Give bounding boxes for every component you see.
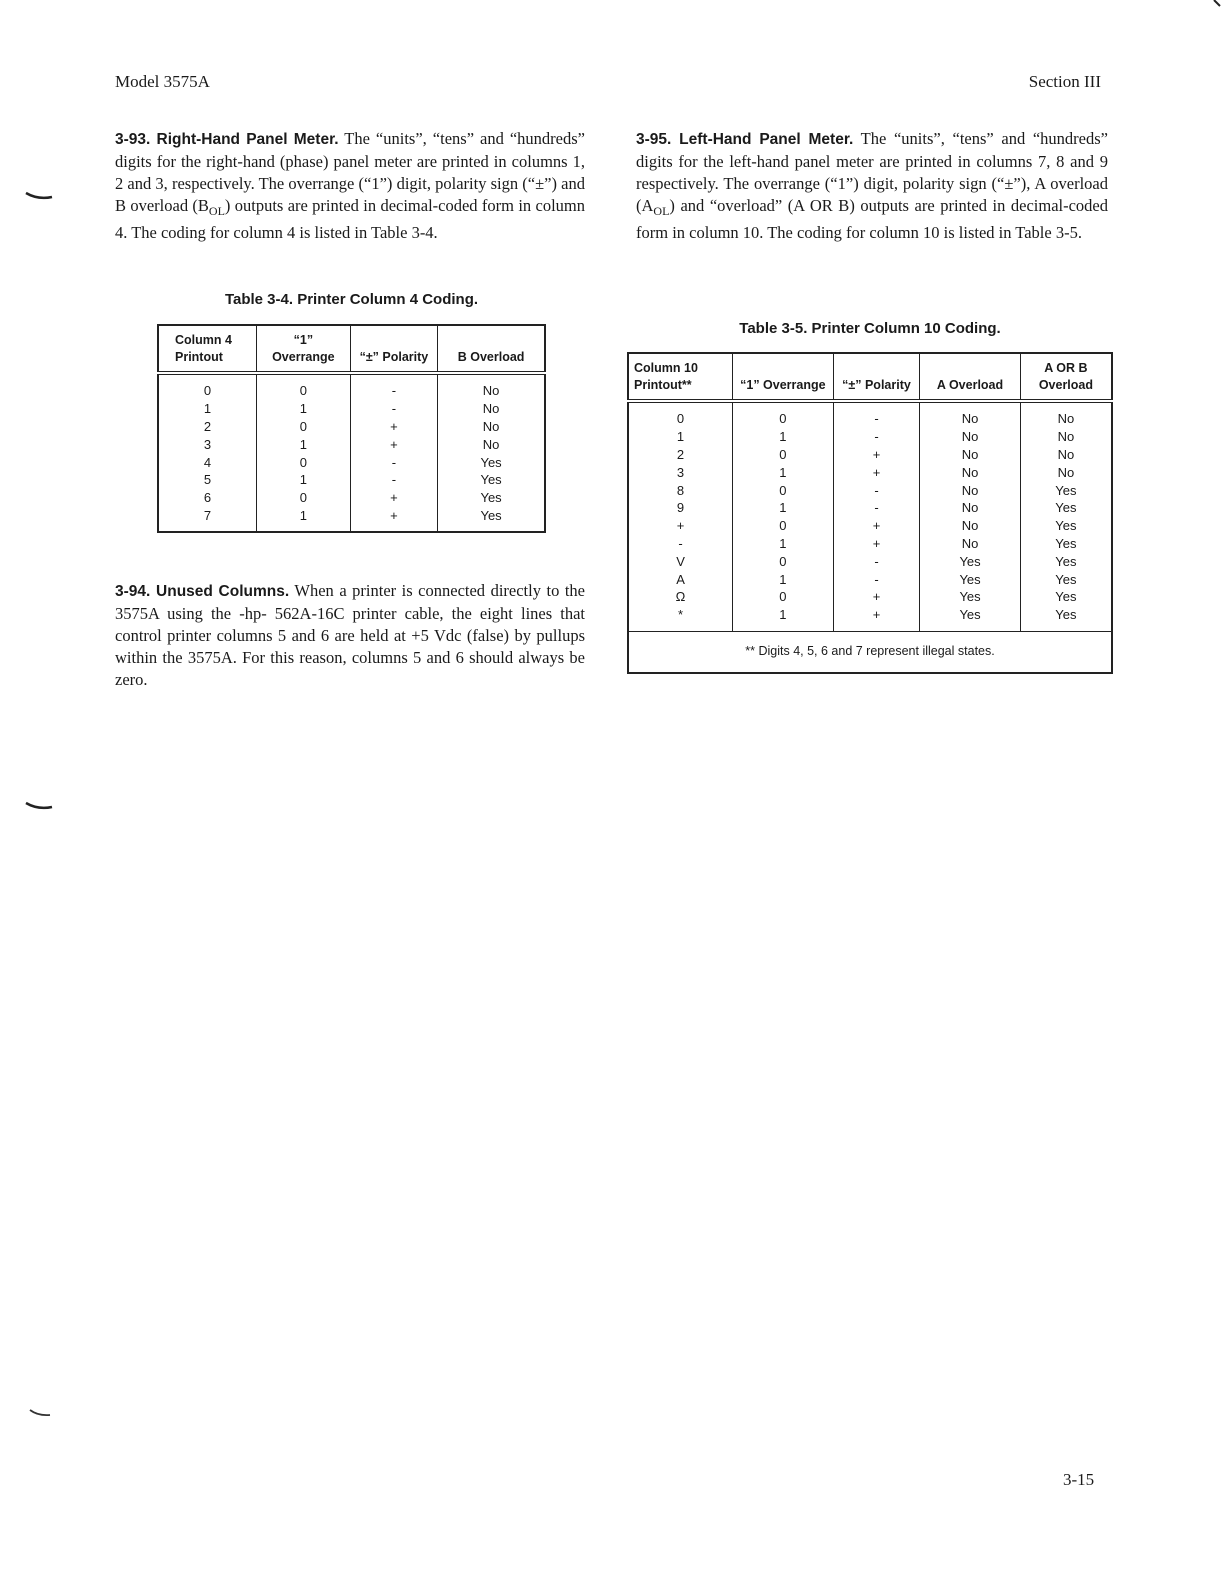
table-cell: Yes (1020, 499, 1112, 517)
table-body (158, 373, 545, 532)
table-row (628, 428, 1112, 446)
table-cell: - (350, 373, 437, 400)
table-3-4-caption: Table 3-4. Printer Column 4 Coding. (224, 291, 479, 308)
table-cell: No (438, 373, 545, 400)
paragraph-lead: 3-95. Left-Hand Panel Meter. (636, 131, 854, 148)
table-row (628, 499, 1112, 517)
table-cell: - (833, 401, 920, 428)
paragraph-text: The “units”, “tens” and “hundreds” digits for the right-hand (phase) panel meter are printed in columns 1, 2 and 3, respectively. The overrange (“1”) digit, polarity sign (“±”) and B overload (B (115, 129, 585, 215)
table-row (158, 400, 545, 418)
table-cell: Yes (438, 489, 545, 507)
table-row (628, 588, 1112, 606)
table-header-row (628, 353, 1112, 401)
column-header: Column 10 Printout** (628, 353, 733, 401)
corner-mark (1210, 0, 1223, 10)
table-cell: 1 (628, 428, 733, 446)
table-cell: - (833, 499, 920, 517)
table-cell: 3 (628, 463, 733, 481)
paragraph-text: ) and “overload” (A OR B) outputs are printed in decimal-coded form in column 10. The coding for column 10 is listed in Table 3-5. (636, 196, 1108, 242)
table-cell: 6 (158, 489, 257, 507)
table-cell: No (438, 418, 545, 436)
table-cell: Yes (1020, 552, 1112, 570)
model-header: Model 3575A (115, 72, 210, 91)
table-cell: Yes (438, 471, 545, 489)
table-cell: 0 (733, 446, 834, 464)
table-cell: A (628, 570, 733, 588)
table-cell: - (833, 570, 920, 588)
table-cell: + (350, 489, 437, 507)
column-header: “1” Overrange (257, 325, 351, 373)
table-cell: 5 (158, 471, 257, 489)
column-header: A Overload (920, 353, 1021, 401)
table-cell: 0 (733, 401, 834, 428)
table-row (628, 606, 1112, 631)
paragraph-3-93 (115, 128, 585, 244)
table-cell: 7 (158, 507, 257, 533)
table-cell: Yes (1020, 606, 1112, 631)
table-cell: No (1020, 428, 1112, 446)
table-row (158, 373, 545, 400)
table-cell: No (1020, 401, 1112, 428)
table-cell: 1 (257, 471, 351, 489)
table-row (628, 552, 1112, 570)
table-cell: 1 (257, 507, 351, 533)
paragraph-lead: 3-94. Unused Columns. (115, 583, 290, 600)
table-cell: - (628, 535, 733, 553)
table-row (628, 535, 1112, 553)
table-header-row (158, 325, 545, 373)
paragraph-text: The “units”, “tens” and “hundreds” digits for the left-hand panel meter are printed in columns 7, 8 and 9 respectively. The overrange (“1”) digit, polarity sign (“±”), A overload (A (636, 129, 1108, 215)
paragraph-lead: 3-93. Right-Hand Panel Meter. (115, 131, 339, 148)
table-cell: Yes (920, 588, 1021, 606)
table-cell: * (628, 606, 733, 631)
table-cell: + (833, 588, 920, 606)
table-row (628, 570, 1112, 588)
section-header: Section III (1028, 72, 1101, 91)
column-header: A OR B Overload (1020, 353, 1112, 401)
column-header: “±” Polarity (833, 353, 920, 401)
table-cell: + (833, 535, 920, 553)
table-cell: No (920, 463, 1021, 481)
table-cell: 4 (158, 453, 257, 471)
table-cell: 2 (158, 418, 257, 436)
table-cell: 1 (158, 400, 257, 418)
table-cell: 0 (257, 418, 351, 436)
page-number: 3-15 (1063, 1470, 1095, 1489)
table-row (628, 481, 1112, 499)
table-row (158, 471, 545, 489)
table-cell: Yes (1020, 481, 1112, 499)
paragraph-text: ) outputs are printed in decimal-coded form in column 4. The coding for column 4 is listed in Table 3-4. (115, 196, 585, 242)
column-header: B Overload (438, 325, 545, 373)
table-cell: - (833, 481, 920, 499)
table-cell: No (1020, 446, 1112, 464)
table-cell: 1 (733, 570, 834, 588)
table-cell: 0 (257, 489, 351, 507)
table-cell: No (920, 401, 1021, 428)
table-cell: - (833, 552, 920, 570)
table-cell: Ω (628, 588, 733, 606)
table-cell: - (350, 453, 437, 471)
table-cell: 0 (733, 588, 834, 606)
table-cell: Yes (1020, 517, 1112, 535)
table-cell: 0 (158, 373, 257, 400)
table-row (158, 507, 545, 533)
table-cell: 1 (733, 606, 834, 631)
table-3-4 (157, 324, 546, 533)
table-cell: Yes (920, 552, 1021, 570)
binder-hole-mark (24, 190, 54, 204)
binder-hole-mark (24, 800, 54, 814)
paragraph-text: When a printer is connected directly to the 3575A using the -hp- 562A-16C printer cable, the eight lines that control printer columns 5 and 6 are held at +5 Vdc (false) by pullups within the 3575A. For this reason, columns 5 and 6 should always be zero. (115, 581, 585, 689)
table-cell: 1 (257, 400, 351, 418)
table-row (628, 446, 1112, 464)
table-cell: Yes (920, 606, 1021, 631)
table-cell: 9 (628, 499, 733, 517)
table-cell: + (833, 446, 920, 464)
table-cell: 0 (628, 401, 733, 428)
table-cell: 0 (733, 517, 834, 535)
subscript: OL (208, 204, 225, 218)
table-cell: 3 (158, 435, 257, 453)
table-cell: V (628, 552, 733, 570)
table-cell: + (833, 606, 920, 631)
binder-hole-mark (28, 1408, 54, 1420)
table-cell: 2 (628, 446, 733, 464)
table-cell: + (350, 507, 437, 533)
table-cell: No (438, 435, 545, 453)
table-cell: No (438, 400, 545, 418)
table-cell: + (350, 435, 437, 453)
table-cell: No (920, 428, 1021, 446)
table-cell: No (920, 499, 1021, 517)
table-cell: No (1020, 463, 1112, 481)
table-footnote-row (628, 631, 1112, 673)
table-cell: 1 (733, 499, 834, 517)
table-3-5 (627, 352, 1113, 674)
table-row (158, 489, 545, 507)
table-row (158, 418, 545, 436)
table-cell: + (350, 418, 437, 436)
table-cell: No (920, 517, 1021, 535)
table-row (158, 453, 545, 471)
table-cell: Yes (438, 507, 545, 533)
table-row (628, 463, 1112, 481)
table-cell: Yes (1020, 588, 1112, 606)
table-cell: Yes (438, 453, 545, 471)
subscript: OL (653, 204, 670, 218)
table-footnote: ** Digits 4, 5, 6 and 7 represent illegal states. (628, 631, 1112, 673)
table-cell: 0 (257, 453, 351, 471)
column-header: Column 4 Printout (158, 325, 257, 373)
table-cell: Yes (1020, 535, 1112, 553)
table-cell: - (833, 428, 920, 446)
table-cell: 1 (733, 535, 834, 553)
table-cell: 0 (733, 552, 834, 570)
table-cell: - (350, 471, 437, 489)
table-cell: No (920, 535, 1021, 553)
table-row (158, 435, 545, 453)
paragraph-3-95 (636, 128, 1108, 244)
table-cell: 0 (257, 373, 351, 400)
table-row (628, 401, 1112, 428)
table-3-5-caption: Table 3-5. Printer Column 10 Coding. (739, 320, 1001, 337)
column-header: “±” Polarity (350, 325, 437, 373)
table-cell: No (920, 481, 1021, 499)
table-cell: + (628, 517, 733, 535)
table-cell: 0 (733, 481, 834, 499)
table-cell: Yes (1020, 570, 1112, 588)
table-cell: - (350, 400, 437, 418)
paragraph-3-94 (115, 580, 585, 691)
table-row (628, 517, 1112, 535)
table-cell: No (920, 446, 1021, 464)
table-cell: 1 (733, 463, 834, 481)
table-cell: 8 (628, 481, 733, 499)
table-cell: + (833, 517, 920, 535)
table-body (628, 401, 1112, 631)
table-cell: 1 (733, 428, 834, 446)
table-cell: 1 (257, 435, 351, 453)
column-header: “1” Overrange (733, 353, 834, 401)
table-cell: Yes (920, 570, 1021, 588)
table-cell: + (833, 463, 920, 481)
